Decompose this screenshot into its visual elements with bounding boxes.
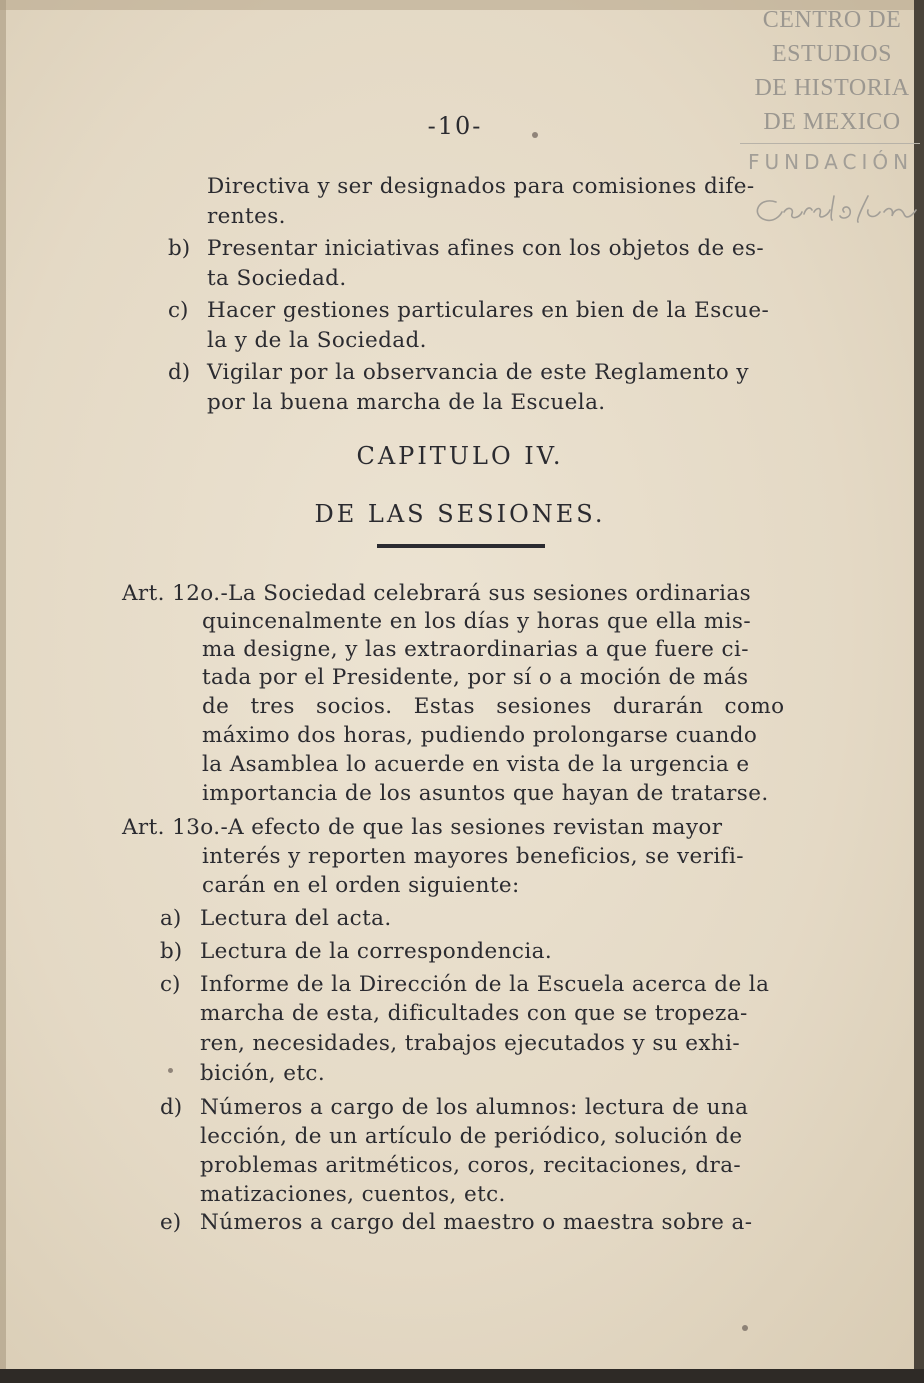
stamp-line: CENTRO DE	[762, 7, 902, 33]
stamp-line: ESTUDIOS	[771, 41, 892, 67]
text-line: lección, de un artículo de periódico, solución de	[200, 1124, 743, 1149]
stamp-signature	[748, 190, 924, 230]
ink-speck	[742, 1325, 748, 1331]
ink-speck	[532, 132, 538, 138]
text-line: por la buena marcha de la Escuela.	[207, 390, 606, 415]
stamp-line: DE MEXICO	[763, 109, 901, 135]
text-line: matizaciones, cuentos, etc.	[200, 1182, 506, 1207]
text-line: Presentar iniciativas afines con los objetos de es-	[207, 236, 765, 261]
text-line: interés y reporten mayores beneficios, se verifi-	[202, 844, 744, 869]
stamp-line: DE HISTORIA	[754, 75, 910, 101]
text-line: ren, necesidades, trabajos ejecutados y su exhi-	[200, 1031, 741, 1056]
text-line: importancia de los asuntos que hayan de tratarse.	[202, 781, 769, 806]
text-line: marcha de esta, dificultades con que se tropeza-	[200, 1001, 748, 1026]
text-line: de tres socios. Estas sesiones durarán como	[202, 694, 785, 719]
text-line: Informe de la Dirección de la Escuela acerca de la	[200, 972, 770, 997]
article-lead: Art. 13o.-A efecto de que las sesiones revistan mayor	[122, 815, 723, 840]
text-line: Directiva y ser designados para comisiones dife-	[207, 174, 755, 199]
text-line: tada por el Presidente, por sí o a moción de más	[202, 665, 749, 690]
text-line: Hacer gestiones particulares en bien de la Escue-	[207, 298, 770, 323]
list-label: d)	[168, 360, 191, 385]
text-line: Lectura del acta.	[200, 906, 392, 931]
text-line: problemas aritméticos, coros, recitaciones, dra-	[200, 1153, 742, 1178]
article-lead: Art. 12o.-La Sociedad celebrará sus sesiones ordinarias	[122, 581, 752, 606]
text-line: rentes.	[207, 204, 286, 229]
text-line: la y de la Sociedad.	[207, 328, 427, 353]
text-line: Vigilar por la observancia de este Reglamento y	[207, 360, 749, 385]
list-label: e)	[160, 1210, 182, 1235]
chapter-title: CAPITULO IV.	[356, 442, 564, 470]
page-edge-bottom	[0, 1369, 924, 1383]
ink-speck	[168, 1068, 173, 1073]
text-line: bición, etc.	[200, 1061, 326, 1086]
page-edge-left	[0, 0, 6, 1383]
list-label: b)	[160, 939, 183, 964]
stamp-divider	[740, 143, 920, 144]
list-label: b)	[168, 236, 191, 261]
text-line: Lectura de la correspondencia.	[200, 939, 553, 964]
text-line: carán en el orden siguiente:	[202, 873, 520, 898]
text-line: Números a cargo de los alumnos: lectura de una	[200, 1095, 749, 1120]
stamp-foundation: FUNDACIÓN	[748, 150, 914, 174]
list-label: c)	[160, 972, 181, 997]
text-line: ta Sociedad.	[207, 266, 347, 291]
archive-stamp	[742, 3, 922, 139]
text-line: quincenalmente en los días y horas que ella mis-	[202, 609, 752, 634]
list-label: a)	[160, 906, 182, 931]
page-number: -10-	[427, 112, 483, 140]
list-label: c)	[168, 298, 189, 323]
heading-rule	[377, 544, 545, 548]
text-line: máximo dos horas, pudiendo prolongarse cuando	[202, 723, 758, 748]
list-label: d)	[160, 1095, 183, 1120]
chapter-subtitle: DE LAS SESIONES.	[314, 500, 606, 528]
text-line: ma designe, y las extraordinarias a que fuere ci-	[202, 637, 749, 662]
text-line: Números a cargo del maestro o maestra sobre a-	[200, 1210, 753, 1235]
text-line: la Asamblea lo acuerde en vista de la urgencia e	[202, 752, 750, 777]
